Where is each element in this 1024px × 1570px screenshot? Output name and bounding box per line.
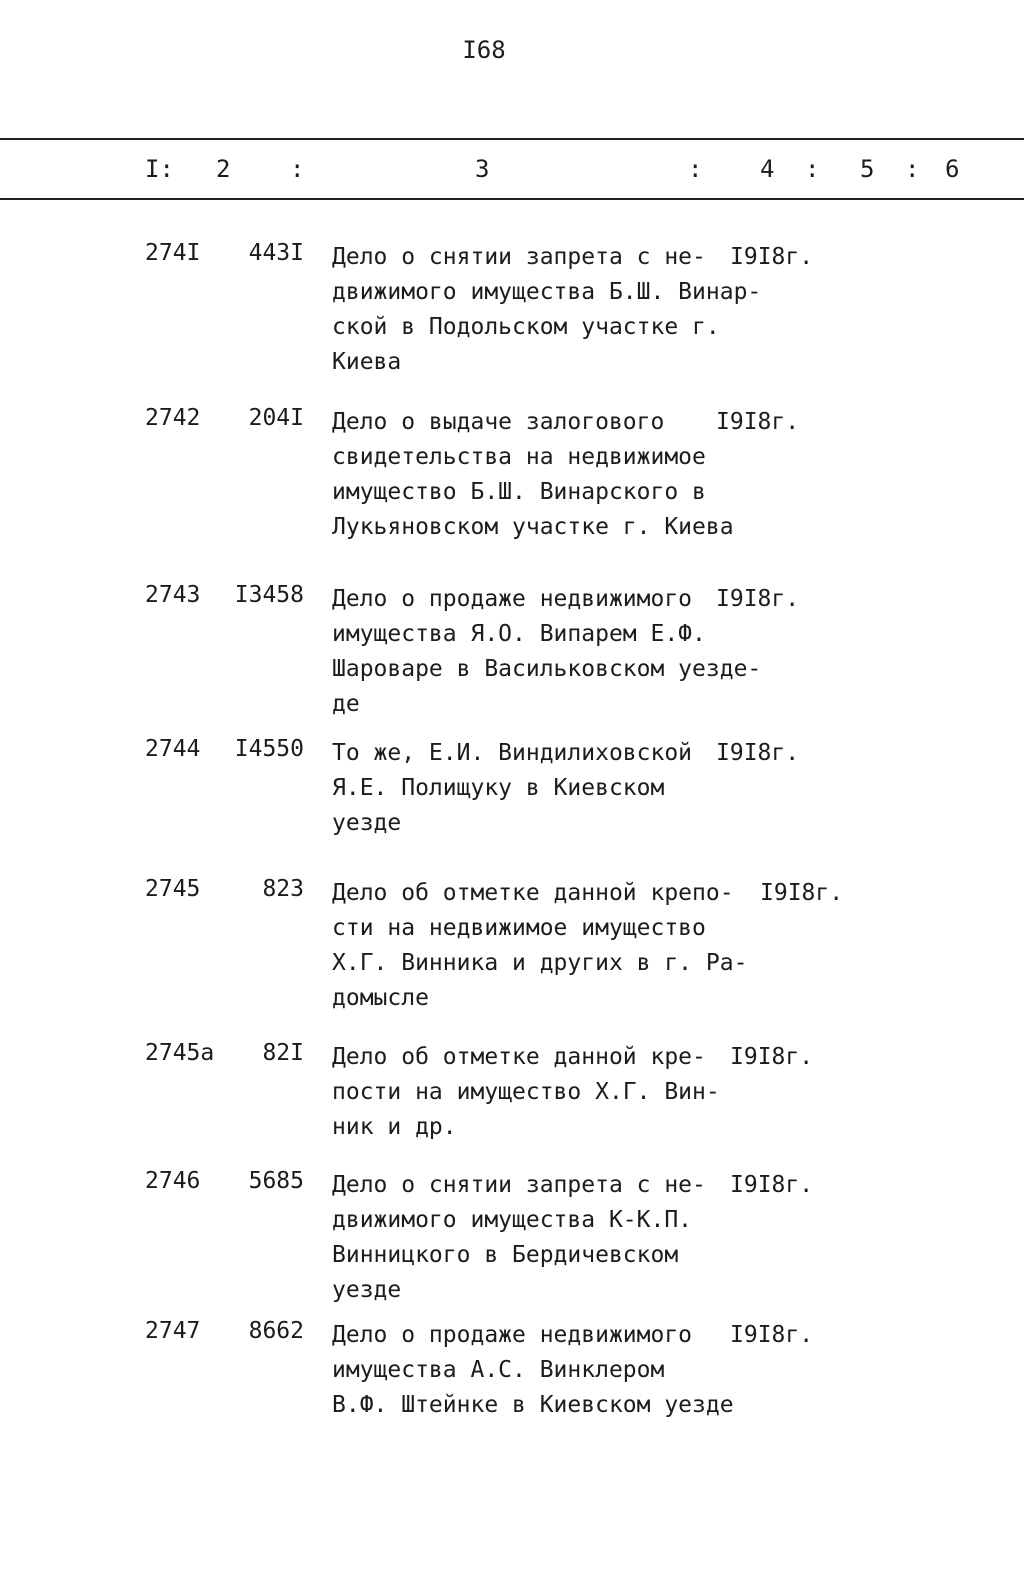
record-description-line: Дело о снятии запрета с не- [332, 244, 706, 270]
record-description-line: Дело о выдаче залогового [332, 409, 665, 435]
header-separator-2: : [688, 155, 703, 183]
record-description-line: В.Ф. Штейнке в Киевском уезде [332, 1392, 734, 1418]
record-description-line: движимого имущества Б.Ш. Винар- [332, 279, 762, 305]
record-year: I9I8г. [716, 409, 800, 435]
record-number: 2747 [145, 1318, 201, 1344]
record-description-line: пости на имущество Х.Г. Вин- [332, 1079, 720, 1105]
record-description-line: имущества А.С. Винклером [332, 1357, 665, 1383]
record-description-line: Дело об отметке данной крепо- [332, 880, 734, 906]
record-description-line: Дело об отметке данной кре- [332, 1044, 706, 1070]
record-old-number: 823 [262, 876, 304, 902]
record-description-line: Дело о продаже недвижимого [332, 586, 693, 612]
record-description-line: Дело о продаже недвижимого [332, 1322, 693, 1348]
header-separator-1: : [290, 155, 305, 183]
record-description-line: То же, Е.И. Виндилиховской [332, 740, 693, 766]
record-number: 2745 [145, 876, 201, 902]
record-description-line: де [332, 691, 360, 717]
header-bottom-rule [0, 198, 1024, 200]
record-old-number: 204I [248, 405, 304, 431]
record-description-line: свидетельства на недвижимое [332, 444, 706, 470]
header-col-3: 3 [475, 155, 490, 183]
page-number: I68 [462, 36, 506, 64]
record-year: I9I8г. [716, 586, 800, 612]
header-separator-4: : [905, 155, 920, 183]
record-old-number: 443I [248, 240, 304, 266]
record-old-number: 82I [262, 1040, 304, 1066]
record-number: 2744 [145, 736, 201, 762]
record-year: I9I8г. [760, 880, 844, 906]
record-number: 274I [145, 240, 201, 266]
header-col-6: 6 [945, 155, 960, 183]
record-description-line: Я.Е. Полищуку в Киевском [332, 775, 665, 801]
record-year: I9I8г. [730, 1322, 814, 1348]
header-top-rule [0, 138, 1024, 140]
record-description-line: Винницкого в Бердичевском [332, 1242, 679, 1268]
header-col-4: 4 [760, 155, 775, 183]
record-description-line: ской в Подольском участке г. [332, 314, 720, 340]
record-number: 2745а [145, 1040, 215, 1066]
record-description-line: Х.Г. Винника и других в г. Ра- [332, 950, 748, 976]
header-col-5: 5 [860, 155, 875, 183]
record-description-line: Киева [332, 349, 402, 375]
record-number: 2746 [145, 1168, 201, 1194]
record-description-line: сти на недвижимое имущество [332, 915, 706, 941]
header-col-2: 2 [216, 155, 231, 183]
record-description-line: уезде [332, 1277, 402, 1303]
record-old-number: 8662 [248, 1318, 304, 1344]
header-separator-3: : [805, 155, 820, 183]
record-description-line: Лукьяновском участке г. Киева [332, 514, 734, 540]
record-description-line: имущество Б.Ш. Винарского в [332, 479, 706, 505]
record-number: 2742 [145, 405, 201, 431]
record-year: I9I8г. [716, 740, 800, 766]
record-description-line: Шароваре в Васильковском уезде- [332, 656, 762, 682]
record-description-line: движимого имущества К-К.П. [332, 1207, 693, 1233]
record-description-line: ник и др. [332, 1114, 457, 1140]
record-year: I9I8г. [730, 1044, 814, 1070]
record-number: 2743 [145, 582, 201, 608]
record-old-number: I4550 [234, 736, 304, 762]
column-header-row [0, 155, 1024, 191]
record-description-line: уезде [332, 810, 402, 836]
record-year: I9I8г. [730, 1172, 814, 1198]
record-old-number: I3458 [234, 582, 304, 608]
record-old-number: 5685 [248, 1168, 304, 1194]
record-description-line: домысле [332, 985, 429, 1011]
header-col-1: I: [145, 155, 174, 183]
record-description-line: имущества Я.О. Випарем Е.Ф. [332, 621, 706, 647]
record-year: I9I8г. [730, 244, 814, 270]
record-description-line: Дело о снятии запрета с не- [332, 1172, 706, 1198]
